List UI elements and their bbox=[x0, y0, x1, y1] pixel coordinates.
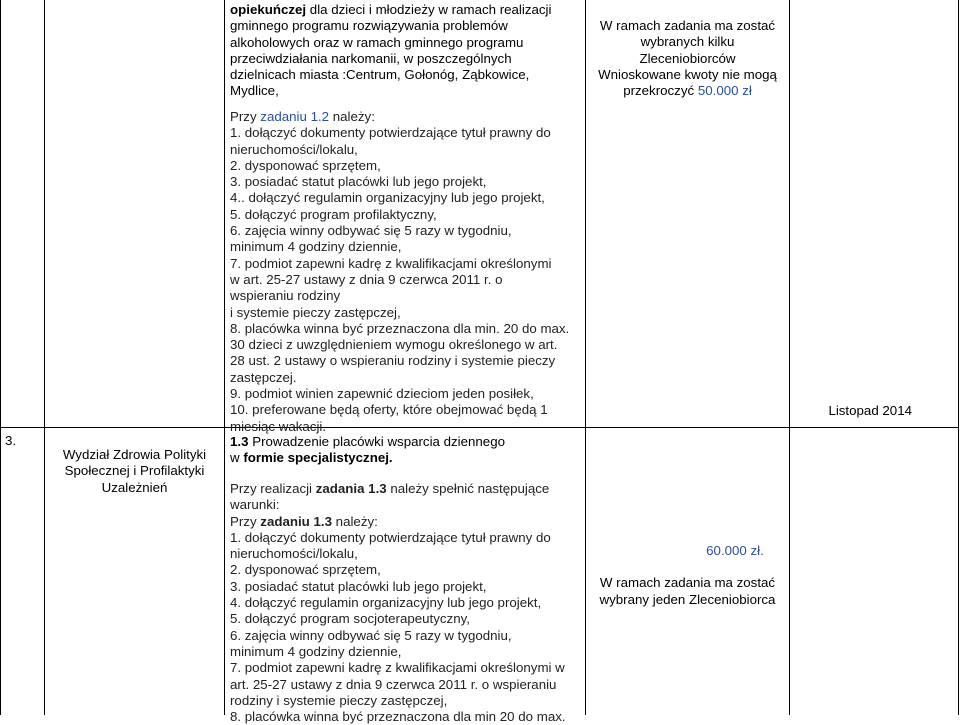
department-name bbox=[45, 447, 224, 496]
requirement-item: 8. placówka winna być przeznaczona dla min. 20 do max. bbox=[230, 320, 570, 336]
department-line: Wydział Zdrowia Polityki bbox=[62, 447, 207, 462]
realization-suffix: należy spełnić następujące bbox=[386, 481, 550, 496]
requirement-item: 6. zajęcia winny odbywać się 5 razy w tygodniu, bbox=[230, 223, 512, 239]
requirement-item: 10. preferowane będą oferty, które obejmować będą 1 bbox=[230, 402, 548, 418]
requirement-item: 1. dołączyć dokumenty potwierdzające tytuł prawny do bbox=[230, 125, 551, 141]
requirement-item: minimum 4 godziny dziennie, bbox=[230, 643, 402, 659]
requirement-item: 5. dołączyć program socjoterapeutyczny, bbox=[230, 611, 470, 627]
requirement-item: 4. dołączyć regulamin organizacyjny lub jego projekt, bbox=[230, 595, 542, 611]
amount-value: 60.000 zł. bbox=[706, 543, 764, 558]
row-number: 3. bbox=[5, 433, 17, 448]
task-prefix: Przy bbox=[230, 513, 261, 529]
requirement-item: 6. zajęcia winny odbywać się 5 razy w tygodniu, bbox=[230, 627, 512, 643]
task-1-2-deadline bbox=[790, 403, 912, 419]
task-1-3-title bbox=[230, 434, 582, 467]
intro-text: dla dzieci i młodzieży w ramach realizacji bbox=[306, 2, 552, 17]
requirement-item: 8. placówka winna być przeznaczona dla min 20 do max. bbox=[230, 709, 566, 725]
task-title-number: 1.3 bbox=[230, 434, 249, 449]
task-1-2-requirements bbox=[230, 109, 582, 435]
requirement-item: nieruchomości/lokalu, bbox=[230, 546, 358, 562]
task-form-prefix: w bbox=[230, 450, 244, 466]
requirement-item: 7. podmiot zapewni kadrę z kwalifikacjami określonymi bbox=[230, 255, 552, 271]
requirement-item: art. 25-27 ustawy z dnia 9 czerwca 2011 r. o wspieraniu bbox=[230, 676, 557, 692]
amount-note-line: W ramach zadania ma zostać bbox=[599, 18, 776, 33]
intro-line: alkoholowych oraz w ramach gminnego programu bbox=[230, 34, 524, 50]
task-number: zadaniu 1.2 bbox=[260, 109, 330, 124]
realization-line: warunki: bbox=[230, 497, 280, 513]
requirement-item: wspieraniu rodziny bbox=[230, 288, 341, 304]
requirement-item: nieruchomości/lokalu, bbox=[230, 141, 358, 157]
amount-value: 50.000 zł bbox=[697, 83, 752, 99]
requirement-item: 1. dołączyć dokumenty potwierdzające tytuł prawny do bbox=[230, 529, 551, 545]
table-border-col2 bbox=[224, 0, 225, 715]
intro-line: Mydlice, bbox=[230, 83, 279, 99]
task-1-3-requirements bbox=[230, 481, 582, 725]
task-form-text: formie specjalistycznej. bbox=[243, 450, 393, 466]
requirement-item: 2. dysponować sprzętem, bbox=[230, 157, 381, 173]
task-suffix: należy: bbox=[331, 513, 378, 529]
requirement-item: minimum 4 godziny dziennie, bbox=[230, 239, 402, 255]
requirement-item: i systemie pieczy zastępczej, bbox=[230, 304, 401, 320]
amount-note-line: Zleceniobiorców bbox=[639, 50, 736, 66]
table-border-col1 bbox=[44, 0, 45, 715]
requirement-item: zastępczej. bbox=[230, 369, 297, 385]
task-1-3-amount bbox=[586, 543, 789, 608]
task-number: zadaniu 1.3 bbox=[260, 513, 332, 529]
intro-line: gminnego programu rozwiązywania problemów bbox=[230, 18, 508, 34]
department-line: Społecznej i Profilaktyki bbox=[64, 463, 205, 479]
intro-line: przeciwdziałania narkomanii, w poszczególnych bbox=[230, 50, 512, 66]
task-1-2-amount bbox=[586, 18, 789, 99]
realization-prefix: Przy realizacji bbox=[230, 481, 316, 496]
department-line: Uzależnień bbox=[101, 479, 168, 495]
intro-bold-text: opiekuńczej bbox=[230, 2, 307, 17]
requirement-item: w art. 25-27 ustawy z dnia 9 czerwca 2011 r. o bbox=[230, 271, 503, 287]
requirement-item: rodziny i systemie pieczy zastępczej, bbox=[230, 692, 448, 708]
requirement-item: 2. dysponować sprzętem, bbox=[230, 562, 381, 578]
requirement-item: 7. podmiot zapewni kadrę z kwalifikacjami określonymi w bbox=[230, 660, 565, 676]
table-border-col4 bbox=[789, 0, 790, 715]
task-1-2-description bbox=[230, 2, 582, 100]
table-border-right bbox=[958, 0, 959, 715]
requirement-item: 3. posiadać statut placówki lub jego projekt, bbox=[230, 578, 487, 594]
requirement-item: 28 ust. 2 ustawy o wspieraniu rodziny i systemie pieczy bbox=[230, 353, 556, 369]
task-suffix: należy: bbox=[329, 109, 375, 124]
amount-note-line: Wnioskowane kwoty nie mogą bbox=[598, 66, 777, 82]
amount-prefix: przekroczyć bbox=[623, 83, 698, 99]
realization-task: zadania 1.3 bbox=[315, 481, 387, 496]
amount-note-line: wybranych kilku bbox=[640, 34, 735, 50]
requirement-item: 3. posiadać statut placówki lub jego projekt, bbox=[230, 174, 487, 190]
amount-note-line: W ramach zadania ma zostać bbox=[599, 575, 776, 591]
requirement-item: 9. podmiot winien zapewnić dzieciom jeden posiłek, bbox=[230, 386, 534, 402]
task-title-text: Prowadzenie placówki wsparcia dziennego bbox=[248, 434, 505, 449]
amount-note-line: wybrany jeden Zleceniobiorca bbox=[599, 591, 776, 607]
task-prefix: Przy bbox=[230, 109, 261, 124]
requirement-item: 30 dzieci z uwzględnieniem wymogu określonego w art. bbox=[230, 337, 558, 353]
table-border-left bbox=[0, 0, 1, 715]
requirement-item: miesiąc wakacji. bbox=[230, 418, 327, 434]
intro-line: dzielnicach miasta :Centrum, Gołonóg, Ząbkowice, bbox=[230, 67, 530, 83]
deadline-text: Listopad 2014 bbox=[828, 403, 912, 418]
requirement-item: 5. dołączyć program profilaktyczny, bbox=[230, 206, 437, 222]
requirement-item: 4.. dołączyć regulamin organizacyjny lub jego projekt, bbox=[230, 190, 545, 206]
